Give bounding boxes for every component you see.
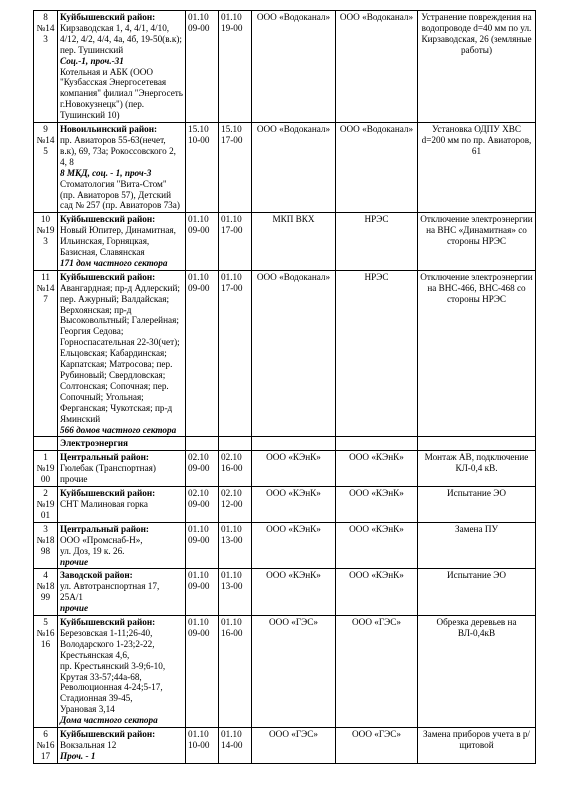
start-cell xyxy=(186,522,219,569)
consumer-note: Дома частного сектора xyxy=(60,715,158,726)
row-number-cell xyxy=(34,270,58,437)
row-index: 5 xyxy=(43,617,48,628)
row-number-cell xyxy=(34,522,58,569)
start-time: 09-00 xyxy=(188,225,210,236)
row-number-cell xyxy=(34,11,58,123)
start-cell xyxy=(186,728,219,764)
consumer-note: 171 дом частного сектора xyxy=(60,257,168,268)
start-date: 15.10 xyxy=(188,124,209,135)
table-row xyxy=(34,569,536,616)
section-title: Электроэнергия xyxy=(58,437,186,451)
end-cell xyxy=(219,451,252,487)
row-number-cell xyxy=(34,451,58,487)
executor-org-cell xyxy=(252,11,336,123)
start-time: 09-00 xyxy=(188,463,210,474)
start-date: 02.10 xyxy=(188,488,209,499)
consumer-note: Соц.-1, проч.-31 xyxy=(60,55,124,66)
row-index: 3 xyxy=(43,523,48,534)
responsible-org-cell xyxy=(336,522,418,569)
address-line: Революционная 4-24;5-17, xyxy=(60,682,163,693)
address-cell xyxy=(58,728,186,764)
end-cell xyxy=(219,487,252,523)
district-name: Куйбышевский район: xyxy=(60,617,156,628)
work-reason: Отключение электроэнергии на ВНС-466, ВНС-468 со стороны НРЭС xyxy=(420,271,533,304)
address-cell xyxy=(58,487,186,523)
address-cell xyxy=(58,270,186,437)
responsible-org-cell xyxy=(336,451,418,487)
request-id: №1616 xyxy=(36,627,55,649)
responsible-org: НРЭС xyxy=(364,214,389,225)
start-time: 09-00 xyxy=(188,498,210,509)
reason-cell xyxy=(418,569,536,616)
district-name: Куйбышевский район: xyxy=(60,729,156,740)
consumer-note: Проч. - 1 xyxy=(60,750,96,761)
request-id: №1901 xyxy=(36,498,55,520)
address-line: Крестьянская 4,6, xyxy=(60,649,130,660)
district-name: Новоильинский район: xyxy=(60,124,158,135)
work-reason: Испытание ЭО xyxy=(446,570,507,581)
end-time: 13-00 xyxy=(221,534,243,545)
start-cell xyxy=(186,569,219,616)
address-line: ул. Доз, 19 к. 26. xyxy=(60,545,125,556)
start-time: 09-00 xyxy=(188,282,210,293)
table-row xyxy=(34,451,536,487)
work-reason: Обрезка деревьев на ВЛ-0,4кВ xyxy=(436,617,517,638)
row-index: 8 xyxy=(43,12,48,22)
row-index: 2 xyxy=(43,488,48,499)
start-cell xyxy=(186,270,219,437)
extra-line: прочие xyxy=(60,474,88,485)
work-reason: Монтаж АВ, подключение КЛ-0,4 кВ. xyxy=(424,452,529,474)
start-time: 10-00 xyxy=(188,740,210,750)
executor-org: ООО «КЭнК» xyxy=(266,488,321,499)
outage-table xyxy=(33,10,536,764)
end-time: 12-00 xyxy=(221,498,243,509)
row-number-cell xyxy=(34,616,58,728)
table-row xyxy=(34,123,536,213)
row-index: 4 xyxy=(43,570,48,581)
responsible-org: ООО «КЭнК» xyxy=(349,570,404,581)
table-row xyxy=(34,487,536,523)
end-time: 16-00 xyxy=(221,463,243,474)
responsible-org-cell xyxy=(336,270,418,437)
end-time: 17-00 xyxy=(221,225,243,236)
request-id: №1617 xyxy=(36,740,55,761)
section-header xyxy=(34,437,536,451)
address-line: Авангардная; пр-д Адлерский; пер. Ажурный; Валдайская; Верхоянская; пр-д Высоковольтный; Галерейная; Георгия Седова; Горноспасательная 22-30(чет); Ельцовская; Кабардинская; Карпатская; Матросова; пер. Рубиновый; Свердловская; Солтонская; Сопочная; пер. Сопочный; Угольная; Ферганская; Чукотская; пр-д Яминский xyxy=(60,282,180,424)
extra-line: Котельная и АБК (ООО "Кузбасская Энергосетевая компания" филиал "Энергосеть г.Новокузнецк") (пер. Тушинский 10) xyxy=(60,66,183,121)
district-name: Куйбышевский район: xyxy=(60,12,156,22)
executor-org-cell xyxy=(252,728,336,764)
end-date: 01.10 xyxy=(221,570,242,581)
end-cell xyxy=(219,11,252,123)
address-cell xyxy=(58,11,186,123)
consumer-note: 8 МКД, соц. - 1, проч-3 xyxy=(60,167,152,178)
request-id: №145 xyxy=(36,134,55,156)
row-number-cell xyxy=(34,213,58,271)
responsible-org: ООО «Водоканал» xyxy=(339,124,414,135)
responsible-org-cell xyxy=(336,487,418,523)
reason-cell xyxy=(418,270,536,437)
table-row xyxy=(34,270,536,437)
table-row xyxy=(34,522,536,569)
consumer-note: 566 домов частного сектора xyxy=(60,424,177,435)
end-time: 17-00 xyxy=(221,134,243,145)
address-line: Крутая 33-57;44а-68, xyxy=(60,671,142,682)
request-id: №1898 xyxy=(36,534,55,556)
address-line: Новый Юпитер, Динамитная, Ильинская, Горняцкая, Базисная, Славянская xyxy=(60,225,176,258)
start-date: 02.10 xyxy=(188,452,209,463)
district-name: Центральный район: xyxy=(60,523,149,534)
work-reason: Испытание ЭО xyxy=(446,488,507,499)
row-index: 6 xyxy=(43,729,48,740)
consumer-note: прочие xyxy=(60,556,89,567)
row-number-cell xyxy=(34,728,58,764)
responsible-org-cell xyxy=(336,616,418,728)
end-date: 01.10 xyxy=(221,617,242,628)
row-number-cell xyxy=(34,487,58,523)
start-time: 09-00 xyxy=(188,534,210,545)
address-line: СНТ Малиновая горка xyxy=(60,498,148,509)
address-line: Володарского 1-23;2-22, xyxy=(60,638,155,649)
work-reason: Замена приборов учета в р/щитовой xyxy=(423,729,530,750)
end-date: 01.10 xyxy=(221,12,242,22)
row-index: 1 xyxy=(43,452,48,463)
responsible-org-cell xyxy=(336,728,418,764)
executor-org: ООО «КЭнК» xyxy=(266,570,321,581)
end-date: 15.10 xyxy=(221,124,242,135)
responsible-org: ООО «КЭнК» xyxy=(349,452,404,463)
address-line: Гюлебак (Транспортная) xyxy=(60,463,156,474)
district-name: Куйбышевский район: xyxy=(60,214,156,225)
responsible-org: ООО «КЭнК» xyxy=(349,488,404,499)
row-number-cell xyxy=(34,569,58,616)
executor-org-cell xyxy=(252,213,336,271)
district-name: Центральный район: xyxy=(60,452,149,463)
address-cell xyxy=(58,451,186,487)
start-date: 01.10 xyxy=(188,570,209,581)
row-index: 10 xyxy=(40,214,51,225)
end-cell xyxy=(219,569,252,616)
table-row xyxy=(34,213,536,271)
work-reason: Замена ПУ xyxy=(454,523,498,534)
end-time: 13-00 xyxy=(221,581,243,592)
responsible-org-cell xyxy=(336,569,418,616)
responsible-org-cell xyxy=(336,123,418,213)
start-date: 01.10 xyxy=(188,729,209,740)
request-id: №193 xyxy=(36,225,55,247)
start-date: 01.10 xyxy=(188,214,209,225)
address-cell xyxy=(58,123,186,213)
end-time: 19-00 xyxy=(221,22,243,33)
reason-cell xyxy=(418,616,536,728)
executor-org-cell xyxy=(252,569,336,616)
reason-cell xyxy=(418,451,536,487)
end-date: 01.10 xyxy=(221,729,242,740)
work-reason: Установка ОДПУ ХВС d=200 мм по пр. Авиаторов, 61 xyxy=(421,124,532,156)
end-date: 01.10 xyxy=(221,214,242,225)
executor-org-cell xyxy=(252,123,336,213)
address-line: пр. Авиаторов 55-63(нечет, в.к), 69, 73а; Рокоссовского 2, 4, 8 xyxy=(60,134,176,167)
address-cell xyxy=(58,616,186,728)
start-cell xyxy=(186,213,219,271)
responsible-org: ООО «ГЭС» xyxy=(352,729,401,740)
executor-org-cell xyxy=(252,451,336,487)
end-cell xyxy=(219,728,252,764)
address-line: Стадионная 39-45, xyxy=(60,693,133,704)
end-time: 16-00 xyxy=(221,627,243,638)
request-id: №1900 xyxy=(36,463,55,485)
address-cell xyxy=(58,522,186,569)
reason-cell xyxy=(418,522,536,569)
consumer-note: прочие xyxy=(60,603,89,614)
reason-cell xyxy=(418,213,536,271)
executor-org: ООО «КЭнК» xyxy=(266,452,321,463)
row-index: 11 xyxy=(41,271,50,282)
start-time: 09-00 xyxy=(188,581,210,592)
end-cell xyxy=(219,123,252,213)
end-date: 01.10 xyxy=(221,523,242,534)
responsible-org: ООО «Водоканал» xyxy=(339,12,414,22)
executor-org: МКП ВКХ xyxy=(272,214,315,225)
executor-org: ООО «КЭнК» xyxy=(266,523,321,534)
start-cell xyxy=(186,616,219,728)
end-date: 01.10 xyxy=(221,271,242,282)
start-time: 09-00 xyxy=(188,22,210,33)
table-row xyxy=(34,616,536,728)
end-cell xyxy=(219,522,252,569)
request-id: №1899 xyxy=(36,581,55,603)
address-line: ООО «Промснаб-Н», xyxy=(60,534,143,545)
request-id: №143 xyxy=(36,22,55,44)
executor-org: ООО «ГЭС» xyxy=(269,617,318,628)
executor-org-cell xyxy=(252,522,336,569)
address-cell xyxy=(58,569,186,616)
start-cell xyxy=(186,123,219,213)
responsible-org-cell xyxy=(336,213,418,271)
row-index: 9 xyxy=(43,124,48,135)
start-cell xyxy=(186,11,219,123)
start-cell xyxy=(186,487,219,523)
start-date: 01.10 xyxy=(188,523,209,534)
electricity-rows xyxy=(34,451,536,763)
start-time: 09-00 xyxy=(188,627,210,638)
end-time: 14-00 xyxy=(221,740,243,750)
work-reason: Устранение повреждения на водопроводе d=40 мм по ул. Кирзаводская, 26 (земляные работы) xyxy=(421,12,532,55)
row-number-cell xyxy=(34,123,58,213)
reason-cell xyxy=(418,728,536,764)
district-name: Заводской район: xyxy=(60,570,133,581)
extra-line: Стоматология "Вита-Стом" (пр. Авиаторов 57), Детский сад № 257 (пр. Авиаторов 73а) xyxy=(60,178,180,211)
reason-cell xyxy=(418,123,536,213)
start-date: 01.10 xyxy=(188,617,209,628)
start-time: 10-00 xyxy=(188,134,210,145)
executor-org: ООО «Водоканал» xyxy=(256,271,331,282)
executor-org-cell xyxy=(252,487,336,523)
executor-org-cell xyxy=(252,616,336,728)
address-line: ул. Автотранспортная 17, 25А/1 xyxy=(60,581,160,603)
end-time: 17-00 xyxy=(221,282,243,293)
reason-cell xyxy=(418,11,536,123)
work-reason: Отключение электроэнергии на ВНС «Динамитная» со стороны НРЭС xyxy=(420,214,533,247)
address-cell xyxy=(58,213,186,271)
table-row xyxy=(34,728,536,764)
executor-org: ООО «Водоканал» xyxy=(256,124,331,135)
address-line: Кирзаводская 1, 4, 4/1, 4/10, 4/12, 4/2, 4/4, 4а, 4б, 19-50(в.к); пер. Тушинский xyxy=(60,22,182,55)
executor-org: ООО «Водоканал» xyxy=(256,12,331,22)
executor-org-cell xyxy=(252,270,336,437)
responsible-org: ООО «ГЭС» xyxy=(352,617,401,628)
district-name: Куйбышевский район: xyxy=(60,271,156,282)
address-line: Березовская 1-11;26-40, xyxy=(60,627,153,638)
district-name: Куйбышевский район: xyxy=(60,488,156,499)
end-date: 02.10 xyxy=(221,488,242,499)
end-cell xyxy=(219,213,252,271)
executor-org: ООО «ГЭС» xyxy=(269,729,318,740)
start-date: 01.10 xyxy=(188,12,209,22)
responsible-org: ООО «КЭнК» xyxy=(349,523,404,534)
end-date: 02.10 xyxy=(221,452,242,463)
responsible-org: НРЭС xyxy=(364,271,389,282)
end-cell xyxy=(219,616,252,728)
responsible-org-cell xyxy=(336,11,418,123)
water-rows xyxy=(34,11,536,437)
end-cell xyxy=(219,270,252,437)
address-line: Урановая 3,14 xyxy=(60,704,115,715)
start-cell xyxy=(186,451,219,487)
address-line: пр. Крестьянский 3-9;6-10, xyxy=(60,660,166,671)
table-row xyxy=(34,11,536,123)
start-date: 01.10 xyxy=(188,271,209,282)
address-line: Вокзальная 12 xyxy=(60,740,117,750)
reason-cell xyxy=(418,487,536,523)
request-id: №147 xyxy=(36,282,55,304)
section-blank xyxy=(34,437,58,451)
